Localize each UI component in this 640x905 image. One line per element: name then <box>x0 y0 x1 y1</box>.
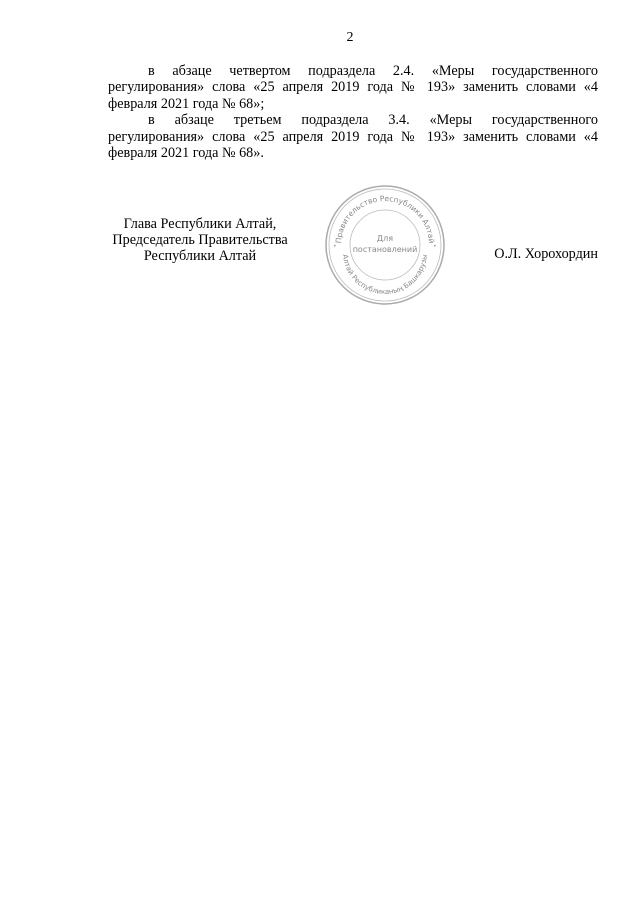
position-line: Глава Республики Алтай, <box>123 216 277 232</box>
stamp-center-line: Для <box>376 234 394 243</box>
position-line: Председатель Правительства <box>112 232 288 248</box>
paragraph: в абзаце четвертом подраздела 2.4. «Меры государственного регулирования» слова «25 апреля 2019 года № 193» заменить словами «4 февраля 2021 года № 68»; <box>108 63 598 112</box>
stamp-outer-top: Правительство Республики Алтай <box>333 193 437 244</box>
position-line: Республики Алтай <box>143 248 257 264</box>
document-body <box>108 63 598 161</box>
svg-text:•: • <box>333 243 337 250</box>
paragraph: в абзаце третьем подраздела 3.4. «Меры государственного регулирования» слова «25 апреля 2019 года № 193» заменить словами «4 февраля 2021 года № 68». <box>108 112 598 162</box>
stamp-center-line: постановлений <box>352 245 418 254</box>
signatory-name: О.Л. Хорохордин <box>494 246 598 262</box>
signatory-position <box>100 216 300 264</box>
svg-text:•: • <box>433 243 437 250</box>
svg-text:Алтай Республиканың Башкарузы <box>341 254 429 296</box>
official-stamp <box>324 184 446 306</box>
page-number: 2 <box>346 30 354 45</box>
stamp-outer-bottom: Алтай Республиканың Башкарузы <box>341 253 429 297</box>
